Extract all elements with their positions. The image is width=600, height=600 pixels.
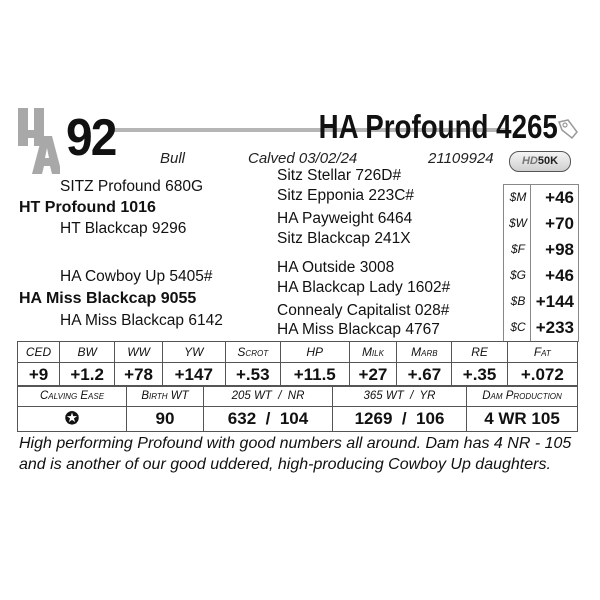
index-value: +233 [535,318,574,337]
badge-suffix: 50K [537,155,559,167]
epd-header-fat: Fat [507,342,577,363]
nr-value: 104 [279,409,309,428]
lot-number: 92 [66,109,116,167]
registration-number: 21109924 [428,150,494,167]
index-label: $W [509,216,527,230]
performance-value-row [18,407,578,432]
perf-header-birth-wt: Birth WT [127,386,204,407]
index-label: $M [509,190,527,204]
ha-logo [14,106,60,176]
epd-header-re: RE [452,342,507,363]
index-row-f [504,237,578,263]
pedigree-sire-dam: HT Blackcap 9296 [60,220,187,237]
pedigree-right-8: HA Miss Blackcap 4767 [277,321,440,338]
index-label: $B [510,294,526,308]
perf-dam-production: 4 WR 105 [467,407,578,432]
epd-header-yw: YW [162,342,225,363]
perf-header-205-wt: 205 WT / NR [204,386,333,407]
index-row-c [504,315,578,341]
dollar-index-box [503,184,579,342]
index-value: +70 [545,214,574,233]
epd-header-hp: HP [280,342,349,363]
index-label: $C [510,320,526,334]
epd-value-re: +.35 [452,363,507,387]
epd-value-marb: +.67 [397,363,452,387]
hd50k-badge [509,151,571,172]
perf-365-wt [333,407,467,432]
pedigree-right-6: HA Blackcap Lady 1602# [277,279,451,296]
pedigree-right-2: Sitz Epponia 223C# [277,187,415,204]
index-row-w [504,211,578,237]
epd-value-milk: +27 [349,363,397,387]
epd-header-ww: WW [115,342,163,363]
index-row-b [504,289,578,315]
pedigree-right-5: HA Outside 3008 [277,259,395,276]
perf-header-365-wt: 365 WT / YR [333,386,467,407]
wt-205: 632 [227,409,257,428]
index-value: +144 [535,292,574,311]
index-label: $G [509,268,526,282]
epd-value-hp: +11.5 [280,363,349,387]
perf-205-wt [204,407,333,432]
calved-date: Calved 03/02/24 [248,150,358,167]
perf-birth-wt: 90 [127,407,204,432]
epd-value-yw: +147 [162,363,225,387]
pedigree-sire: HT Profound 1016 [19,199,156,216]
index-value: +46 [545,188,574,207]
pedigree-right-1: Sitz Stellar 726D# [277,167,402,184]
pedigree-right-7: Connealy Capitalist 028# [277,302,450,319]
index-row-m [504,185,578,211]
epd-value-scrot: +.53 [225,363,280,387]
lot-comment: High performing Profound with good numbers all around. Dam has 4 NR - 105 and is another of our good uddered, high-producing Cowboy Up daughters. [19,435,572,473]
sep-205: / [265,409,271,428]
epd-header-ced: CED [18,342,60,363]
performance-table [17,385,578,432]
epd-header-marb: Marb [397,342,452,363]
performance-header-row [18,386,578,407]
epd-header-scrot: Scrot [225,342,280,363]
index-row-g [504,263,578,289]
perf-header-dam-production: Dam Production [467,386,578,407]
pedigree-dam-sire: HA Cowboy Up 5405# [60,268,213,285]
sep-365: / [401,409,407,428]
epd-value-ww: +78 [115,363,163,387]
pedigree-right-4: Sitz Blackcap 241X [277,230,411,247]
index-value: +46 [545,266,574,285]
epd-header-row [18,342,578,363]
epd-value-row [18,363,578,387]
index-label: $F [510,242,525,256]
pedigree-dam: HA Miss Blackcap 9055 [19,290,197,307]
epd-value-ced: +9 [18,363,60,387]
epd-header-milk: Milk [349,342,397,363]
yr-value: 106 [416,409,445,428]
epd-header-bw: BW [60,342,115,363]
sex-label: Bull [160,150,186,167]
badge-prefix: HD [521,155,538,167]
epd-value-bw: +1.2 [60,363,115,387]
pedigree-right-3: HA Payweight 6464 [277,210,413,227]
animal-name: HA Profound 4265 [318,108,558,145]
index-value: +98 [545,240,574,259]
wt-365: 1269 [354,409,393,428]
ear-tag-icon [556,118,580,140]
epd-table [17,341,578,387]
epd-value-fat: +.072 [507,363,577,387]
pedigree-dam-dam: HA Miss Blackcap 6142 [60,312,223,329]
pedigree-sire-sire: SITZ Profound 680G [60,178,204,195]
calving-ease-icon: ✪ [18,407,127,432]
perf-header-calving-ease: Calving Ease [18,386,127,407]
